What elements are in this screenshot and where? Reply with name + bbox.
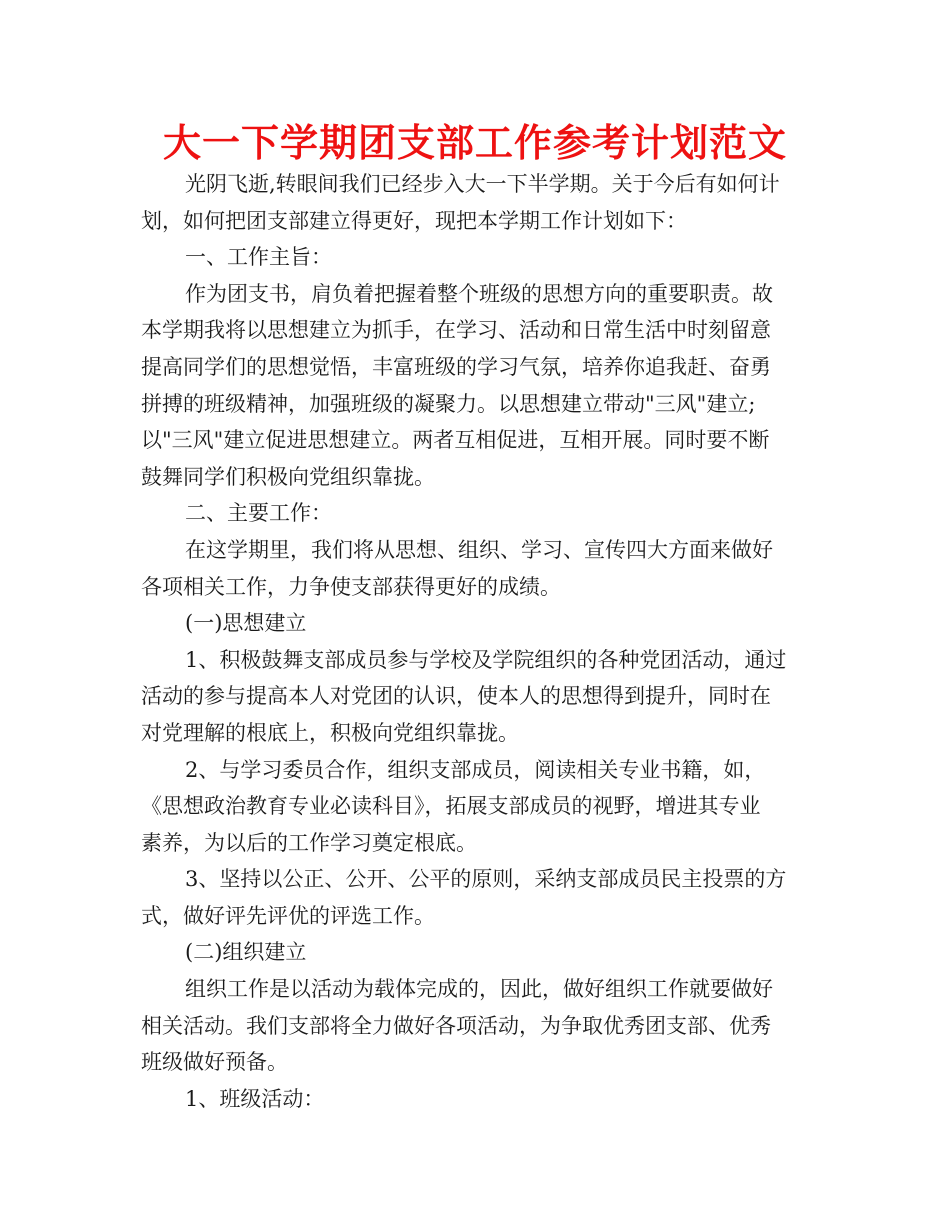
- text-line: 二、主要工作：: [185, 501, 332, 526]
- text-line: 1、班级活动：: [185, 1086, 325, 1111]
- text-line: (二)组织建立: [185, 940, 307, 965]
- document-body: [141, 166, 811, 1117]
- text-line: 在这学期里，我们将从思想、组织、学习、宣传四大方面来做好: [185, 537, 773, 562]
- text-line: 1、积极鼓舞支部成员参与学校及学院组织的各种党团活动，通过: [185, 647, 787, 672]
- text-line: 各项相关工作，力争使支部获得更好的成绩。: [141, 574, 561, 599]
- text-line: 作为团支书，肩负着把握着整个班级的思想方向的重要职责。故: [185, 281, 773, 306]
- text-line: (一)思想建立: [185, 611, 307, 636]
- text-line: 班级做好预备。: [141, 1050, 288, 1075]
- text-line: 《思想政治教育专业必读科目》，拓展支部成员的视野，增进其专业: [141, 794, 761, 819]
- text-line: 对党理解的根底上，积极向党组织靠拢。: [141, 720, 519, 745]
- text-line: 鼓舞同学们积极向党组织靠拢。: [141, 464, 435, 489]
- text-line: 素养，为以后的工作学习奠定根底。: [141, 830, 477, 855]
- text-line: 划，如何把团支部建立得更好，现把本学期工作计划如下：: [141, 208, 687, 233]
- text-line: 组织工作是以活动为载体完成的，因此，做好组织工作就要做好: [185, 977, 773, 1002]
- text-line: 一、工作主旨：: [185, 245, 332, 270]
- text-line: 光阴飞逝,转眼间我们已经步入大一下半学期。关于今后有如何计: [185, 172, 780, 196]
- text-line: 本学期我将以思想建立为抓手，在学习、活动和日常生活中时刻留意: [141, 318, 771, 343]
- text-line: 2、与学习委员合作，组织支部成员，阅读相关专业书籍，如，: [185, 757, 766, 782]
- text-line: 3、坚持以公正、公开、公平的原则，采纳支部成员民主投票的方: [185, 867, 787, 892]
- text-line: 提高同学们的思想觉悟，丰富班级的学习气氛，培养你追我赶、奋勇: [141, 354, 771, 379]
- document-title: 大一下学期团支部工作参考计划范文: [162, 121, 787, 165]
- text-line: 式，做好评先评优的评选工作。: [141, 903, 435, 928]
- text-line: 拼搏的班级精神，加强班级的凝聚力。以思想建立带动"三风"建立;: [141, 391, 756, 416]
- text-line: 相关活动。我们支部将全力做好各项活动，为争取优秀团支部、优秀: [141, 1013, 771, 1038]
- text-line: 活动的参与提高本人对党团的认识，使本人的思想得到提升，同时在: [141, 684, 771, 709]
- text-line: 以"三风"建立促进思想建立。两者互相促进，互相开展。同时要不断: [141, 428, 770, 453]
